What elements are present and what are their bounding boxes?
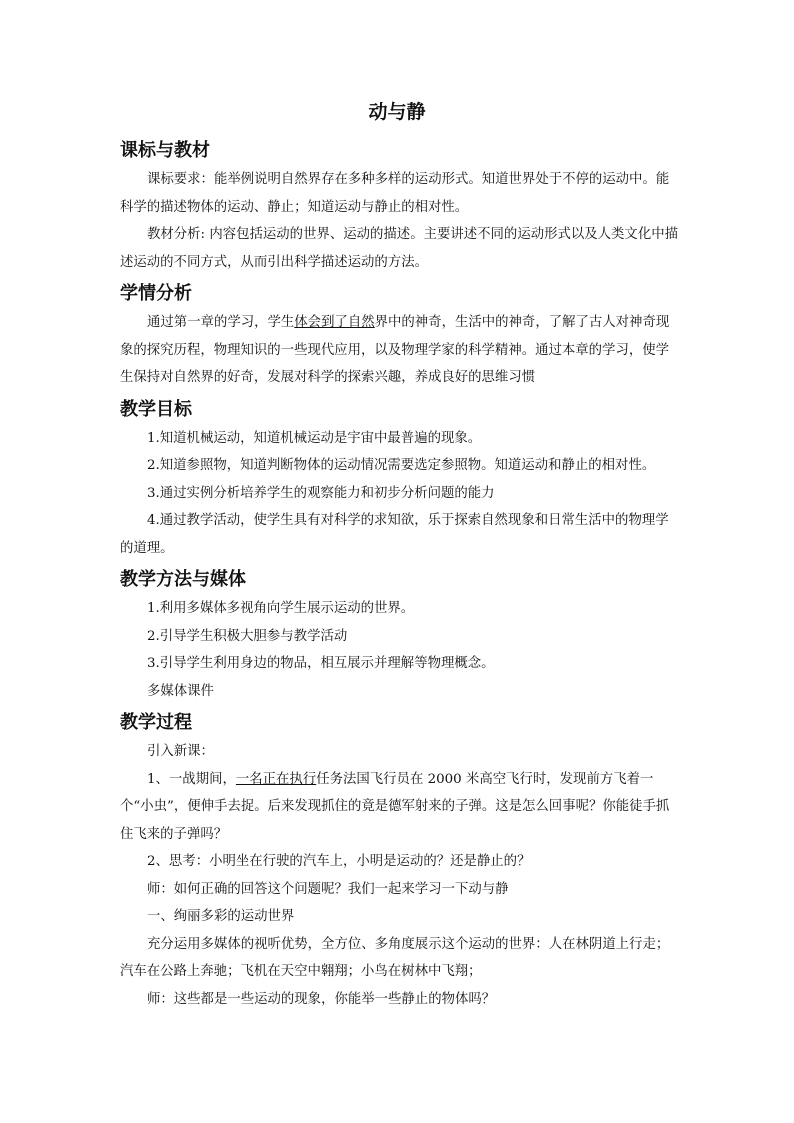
objective-item: 2.知道参照物，知道判断物体的运动情况需要选定参照物。知道运动和静止的相对性。 bbox=[147, 458, 656, 473]
method-item: 3.引导学生利用身边的物品，相互展示并理解等物理概念。 bbox=[147, 656, 495, 671]
curriculum-analysis: 教材分析: 内容包括运动的世界、运动的描述。主要讲述不同的运动形式以及人类文化中描述运动的不同方式，从而引出科学描述运动的方法。 bbox=[120, 227, 678, 270]
section-curriculum bbox=[120, 136, 680, 276]
process-part-1-title: 一、绚丽多彩的运动世界 bbox=[147, 909, 295, 924]
learners-paragraph bbox=[120, 309, 680, 392]
process-question-1 bbox=[120, 766, 680, 849]
section-heading-methods: 教学方法与媒体 bbox=[120, 569, 246, 590]
process-question-2: 2、思考：小明坐在行驶的汽车上，小明是运动的？还是静止的？ bbox=[147, 854, 531, 869]
section-heading-learners: 学情分析 bbox=[120, 283, 192, 304]
section-heading-curriculum: 课标与教材 bbox=[120, 140, 210, 161]
process-teacher-line-1: 师：如何正确的回答这个问题呢？我们一起来学习一下动与静 bbox=[147, 881, 509, 897]
document-title: 动与静 bbox=[368, 101, 426, 123]
question-1-start: 1、一战期间， bbox=[147, 771, 236, 787]
section-heading-process: 教学过程 bbox=[120, 712, 192, 733]
process-intro: 引入新课： bbox=[147, 744, 214, 759]
section-process bbox=[120, 708, 680, 1013]
section-methods bbox=[120, 565, 680, 705]
objective-item: 1.知道机械运动，知道机械运动是宇宙中最普遍的现象。 bbox=[147, 430, 482, 446]
question-1-underlined-text: 一名正在执行 bbox=[235, 771, 317, 787]
section-heading-objectives: 教学目标 bbox=[120, 398, 192, 420]
question-1-end: 任务法国飞行员在 2000 米高空飞行时，发现前方飞着一个“小虫”，便伸手去捉。后来发现抓住的竟是德军射来的子弹。这是怎么回事呢？你能徒手抓住飞来的子弹吗？ bbox=[120, 771, 670, 842]
document-body bbox=[120, 136, 680, 1013]
process-part-1-text: 充分运用多媒体的视听优势，全方位、多角度展示这个运动的世界：人在林阴道上行走；汽车在公路上奔驰；飞机在天空中翱翔；小鸟在树林中飞翔； bbox=[120, 936, 670, 979]
section-objectives bbox=[120, 395, 680, 563]
curriculum-requirement: 课标要求：能举例说明自然界存在多种多样的运动形式。知道世界处于不停的运动中。能科学的描述物体的运动、静止；知道运动与静止的相对性。 bbox=[120, 172, 670, 215]
objective-item: 3.通过实例分析培养学生的观察能力和初步分析问题的能力 bbox=[147, 485, 495, 501]
method-item: 2.引导学生积极大胆参与教学活动 bbox=[147, 628, 348, 644]
section-learners bbox=[120, 279, 680, 392]
learners-underlined-text: 体会到了自然 bbox=[294, 315, 375, 330]
method-item: 多媒体课件 bbox=[147, 683, 214, 699]
method-item: 1.利用多媒体多视角向学生展示运动的世界。 bbox=[147, 601, 415, 616]
objective-item: 4.通过教学活动，使学生具有对科学的求知欲，乐于探索自然现象和日常生活中的物理学的道理。 bbox=[120, 513, 669, 556]
learners-text-end: 界中的神奇，生活中的神奇，了解了古人对神奇现象的探究历程，物理知识的一些现代应用，以及物理学家的科学精神。通过本章的学习，使学生保持对自然界的好奇，发展对科学的探索兴趣，养成良好的思维习惯 bbox=[120, 315, 670, 385]
learners-text-start: 通过第一章的学习，学生 bbox=[147, 315, 295, 330]
process-teacher-line-2: 师：这些都是一些运动的现象，你能举一些静止的物体吗？ bbox=[147, 991, 496, 1007]
